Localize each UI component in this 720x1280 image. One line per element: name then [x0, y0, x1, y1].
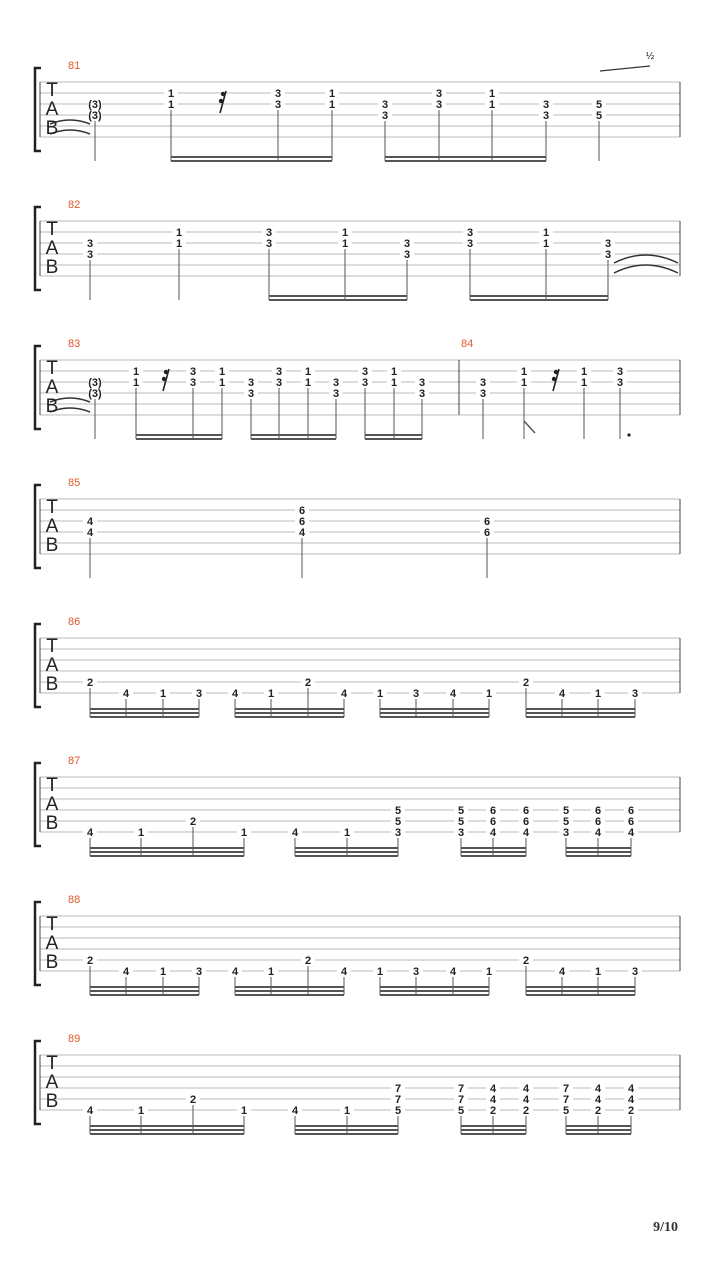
fret-number: 3: [189, 366, 197, 378]
tab-clef-letter: B: [45, 535, 59, 556]
fret-number: 3: [418, 388, 426, 400]
fret-number: 3: [479, 377, 487, 389]
fret-number: 1: [240, 1105, 248, 1117]
fret-number: 1: [304, 377, 312, 389]
fret-number: 4: [340, 966, 348, 978]
fret-number: 5: [595, 110, 603, 122]
fret-number: 1: [167, 88, 175, 100]
fret-number: 3: [542, 99, 550, 111]
measure-number: 86: [68, 616, 81, 628]
fret-number: 1: [376, 688, 384, 700]
page-number: 9/10: [653, 1220, 678, 1235]
tab-clef-letter: A: [45, 794, 59, 815]
fret-number: 4: [449, 688, 457, 700]
fret-number: 6: [627, 805, 635, 817]
fret-number: 3: [403, 238, 411, 250]
tab-clef-letter: T: [46, 80, 58, 101]
fret-number: 5: [562, 805, 570, 817]
fret-number: 1: [132, 377, 140, 389]
fret-number: 1: [542, 227, 550, 239]
fret-number: 4: [522, 1094, 530, 1106]
fret-number: 4: [489, 1094, 497, 1106]
tab-clef-letter: T: [46, 1053, 58, 1074]
fret-number: 1: [240, 827, 248, 839]
tab-clef-letter: A: [45, 99, 59, 120]
fret-number: 6: [489, 805, 497, 817]
fret-number: 1: [341, 227, 349, 239]
fret-number: 1: [488, 88, 496, 100]
fret-number: 4: [594, 827, 602, 839]
fret-number: 3: [562, 827, 570, 839]
tab-system: [35, 68, 680, 161]
fret-number: 4: [231, 966, 239, 978]
fret-number: 6: [594, 816, 602, 828]
fret-number: 7: [457, 1083, 465, 1095]
tab-clef-letter: T: [46, 358, 58, 379]
dot: [627, 433, 630, 436]
fret-number: 3: [457, 827, 465, 839]
fret-number: 2: [304, 677, 312, 689]
sixteenth-rest-icon: [219, 91, 226, 113]
fret-number: 1: [485, 688, 493, 700]
fret-number: 3: [466, 238, 474, 250]
fret-number: 4: [340, 688, 348, 700]
fret-number: 4: [489, 827, 497, 839]
tab-clef-letter: B: [45, 952, 59, 973]
fret-number: 3: [616, 377, 624, 389]
fret-number: 2: [189, 816, 197, 828]
tab-system: [35, 1041, 680, 1134]
fret-number: 1: [343, 827, 351, 839]
fret-number: 3: [332, 388, 340, 400]
fret-number: 3: [435, 88, 443, 100]
fret-number: 3: [332, 377, 340, 389]
bend-line: [600, 66, 650, 71]
measure-number: 87: [68, 755, 81, 767]
fret-number: 3: [195, 688, 203, 700]
tie: [614, 265, 678, 273]
tab-clef-letter: A: [45, 238, 59, 259]
fret-number: 1: [267, 966, 275, 978]
fret-number: 7: [562, 1094, 570, 1106]
fret-number: 4: [489, 1083, 497, 1095]
fret-number: 7: [394, 1094, 402, 1106]
tab-clef-letter: T: [46, 914, 58, 935]
fret-number: 4: [86, 527, 94, 539]
fret-number: 2: [594, 1105, 602, 1117]
fret-number: 6: [489, 816, 497, 828]
fret-number: 6: [483, 527, 491, 539]
fret-number: 4: [122, 688, 130, 700]
fret-number: 3: [381, 110, 389, 122]
fret-number: 1: [304, 366, 312, 378]
fret-number: 1: [341, 238, 349, 250]
measure-number: 89: [68, 1033, 81, 1045]
fret-number: 1: [137, 827, 145, 839]
fret-number: 4: [122, 966, 130, 978]
tab-system: [35, 207, 680, 300]
fret-number: 5: [457, 1105, 465, 1117]
fret-number: 2: [522, 1105, 530, 1117]
fret-number: 6: [627, 816, 635, 828]
fret-number: 5: [394, 1105, 402, 1117]
tab-system: [35, 346, 680, 439]
tab-clef-letter: B: [45, 257, 59, 278]
fret-number: 3: [189, 377, 197, 389]
fret-number: 3: [631, 688, 639, 700]
fret-number: 5: [595, 99, 603, 111]
fret-number: 2: [489, 1105, 497, 1117]
fret-number: 7: [394, 1083, 402, 1095]
fret-number: 6: [522, 816, 530, 828]
fret-number: 2: [627, 1105, 635, 1117]
measure-number: 82: [68, 199, 81, 211]
fret-number: 4: [86, 1105, 94, 1117]
fret-number: 1: [132, 366, 140, 378]
fret-number: 1: [390, 377, 398, 389]
fret-number: 3: [361, 377, 369, 389]
fret-number: 1: [580, 377, 588, 389]
tab-system: [35, 902, 680, 995]
fret-number: 7: [562, 1083, 570, 1095]
measure-number: 84: [461, 338, 474, 350]
measure-number: 81: [68, 60, 81, 72]
fret-number: 3: [381, 99, 389, 111]
fret-number: 6: [594, 805, 602, 817]
fret-number: 4: [594, 1094, 602, 1106]
fret-number: 5: [562, 1105, 570, 1117]
fret-number: 1: [167, 99, 175, 111]
fret-number: 3: [86, 238, 94, 250]
fret-number: 4: [298, 527, 306, 539]
fret-number: 1: [542, 238, 550, 250]
fret-number: 3: [275, 377, 283, 389]
fret-number: 5: [457, 816, 465, 828]
fret-number: 1: [485, 966, 493, 978]
fret-number: 1: [159, 966, 167, 978]
fret-number: 4: [558, 966, 566, 978]
fret-number: 3: [247, 388, 255, 400]
fret-number: 6: [483, 516, 491, 528]
fret-number: 4: [627, 1083, 635, 1095]
tab-clef-letter: B: [45, 118, 59, 139]
fret-number: 3: [412, 688, 420, 700]
fret-number: 3: [86, 249, 94, 261]
fret-number: 6: [298, 505, 306, 517]
fret-number: 3: [616, 366, 624, 378]
fret-number: 2: [189, 1094, 197, 1106]
tab-clef-letter: A: [45, 655, 59, 676]
fret-number: (3): [88, 99, 102, 111]
fret-number: 4: [449, 966, 457, 978]
fret-number: 3: [247, 377, 255, 389]
fret-number: 1: [520, 366, 528, 378]
fret-number: 7: [457, 1094, 465, 1106]
tab-clef-letter: B: [45, 813, 59, 834]
fret-number: 4: [627, 1094, 635, 1106]
measure-number: 83: [68, 338, 81, 350]
fret-number: (3): [88, 388, 102, 400]
fret-number: 4: [86, 516, 94, 528]
fret-number: 3: [604, 249, 612, 261]
fret-number: 1: [343, 1105, 351, 1117]
tab-clef-letter: T: [46, 775, 58, 796]
tab-system: [35, 485, 680, 578]
fret-number: 3: [394, 827, 402, 839]
tab-clef-letter: B: [45, 674, 59, 695]
fret-number: 2: [86, 955, 94, 967]
fret-number: 3: [542, 110, 550, 122]
fret-number: 3: [361, 366, 369, 378]
fret-number: 4: [291, 827, 299, 839]
tab-system: [35, 624, 680, 717]
fret-number: 3: [631, 966, 639, 978]
fret-number: 5: [394, 816, 402, 828]
fret-number: 5: [394, 805, 402, 817]
fret-number: 2: [304, 955, 312, 967]
fret-number: 4: [522, 1083, 530, 1095]
tab-clef-letter: B: [45, 1091, 59, 1112]
fret-number: 1: [328, 88, 336, 100]
fret-number: 2: [522, 677, 530, 689]
fret-number: 4: [558, 688, 566, 700]
fret-number: 2: [522, 955, 530, 967]
fret-number: 3: [274, 88, 282, 100]
fret-number: 3: [418, 377, 426, 389]
fret-number: 3: [403, 249, 411, 261]
flag: [524, 421, 535, 433]
fret-number: 3: [435, 99, 443, 111]
fret-number: 1: [159, 688, 167, 700]
measure-number: 88: [68, 894, 81, 906]
fret-number: 3: [479, 388, 487, 400]
fret-number: 6: [522, 805, 530, 817]
fret-number: 1: [218, 366, 226, 378]
fret-number: 3: [412, 966, 420, 978]
fret-number: 3: [466, 227, 474, 239]
fret-number: 6: [298, 516, 306, 528]
fret-number: 5: [457, 805, 465, 817]
fret-number: 4: [627, 827, 635, 839]
tab-clef-letter: A: [45, 1072, 59, 1093]
fret-number: 1: [267, 688, 275, 700]
fret-number: 3: [265, 227, 273, 239]
tab-clef-letter: B: [45, 396, 59, 417]
fret-number: 1: [580, 366, 588, 378]
fret-number: 4: [231, 688, 239, 700]
measure-number: 85: [68, 477, 81, 489]
fret-number: 1: [376, 966, 384, 978]
fret-number: 1: [520, 377, 528, 389]
fret-number: 3: [604, 238, 612, 250]
sixteenth-rest-icon: [162, 369, 169, 391]
tab-system: [35, 763, 680, 856]
fret-number: 3: [274, 99, 282, 111]
bend-label: ½: [645, 51, 655, 62]
tab-clef-letter: T: [46, 636, 58, 657]
sixteenth-rest-icon: [552, 369, 559, 391]
fret-number: 5: [562, 816, 570, 828]
fret-number: 1: [175, 238, 183, 250]
tab-clef-letter: T: [46, 497, 58, 518]
fret-number: 1: [175, 227, 183, 239]
fret-number: 1: [328, 99, 336, 111]
tie: [614, 255, 678, 263]
fret-number: 4: [291, 1105, 299, 1117]
fret-number: (3): [88, 110, 102, 122]
tab-clef-letter: T: [46, 219, 58, 240]
fret-number: 4: [594, 1083, 602, 1095]
fret-number: 3: [265, 238, 273, 250]
fret-number: 1: [390, 366, 398, 378]
tab-clef-letter: A: [45, 516, 59, 537]
tab-clef-letter: A: [45, 377, 59, 398]
fret-number: 1: [137, 1105, 145, 1117]
fret-number: (3): [88, 377, 102, 389]
fret-number: 1: [594, 966, 602, 978]
fret-number: 3: [195, 966, 203, 978]
fret-number: 1: [594, 688, 602, 700]
fret-number: 3: [275, 366, 283, 378]
fret-number: 4: [522, 827, 530, 839]
fret-number: 1: [218, 377, 226, 389]
tab-clef-letter: A: [45, 933, 59, 954]
fret-number: 4: [86, 827, 94, 839]
fret-number: 2: [86, 677, 94, 689]
fret-number: 1: [488, 99, 496, 111]
